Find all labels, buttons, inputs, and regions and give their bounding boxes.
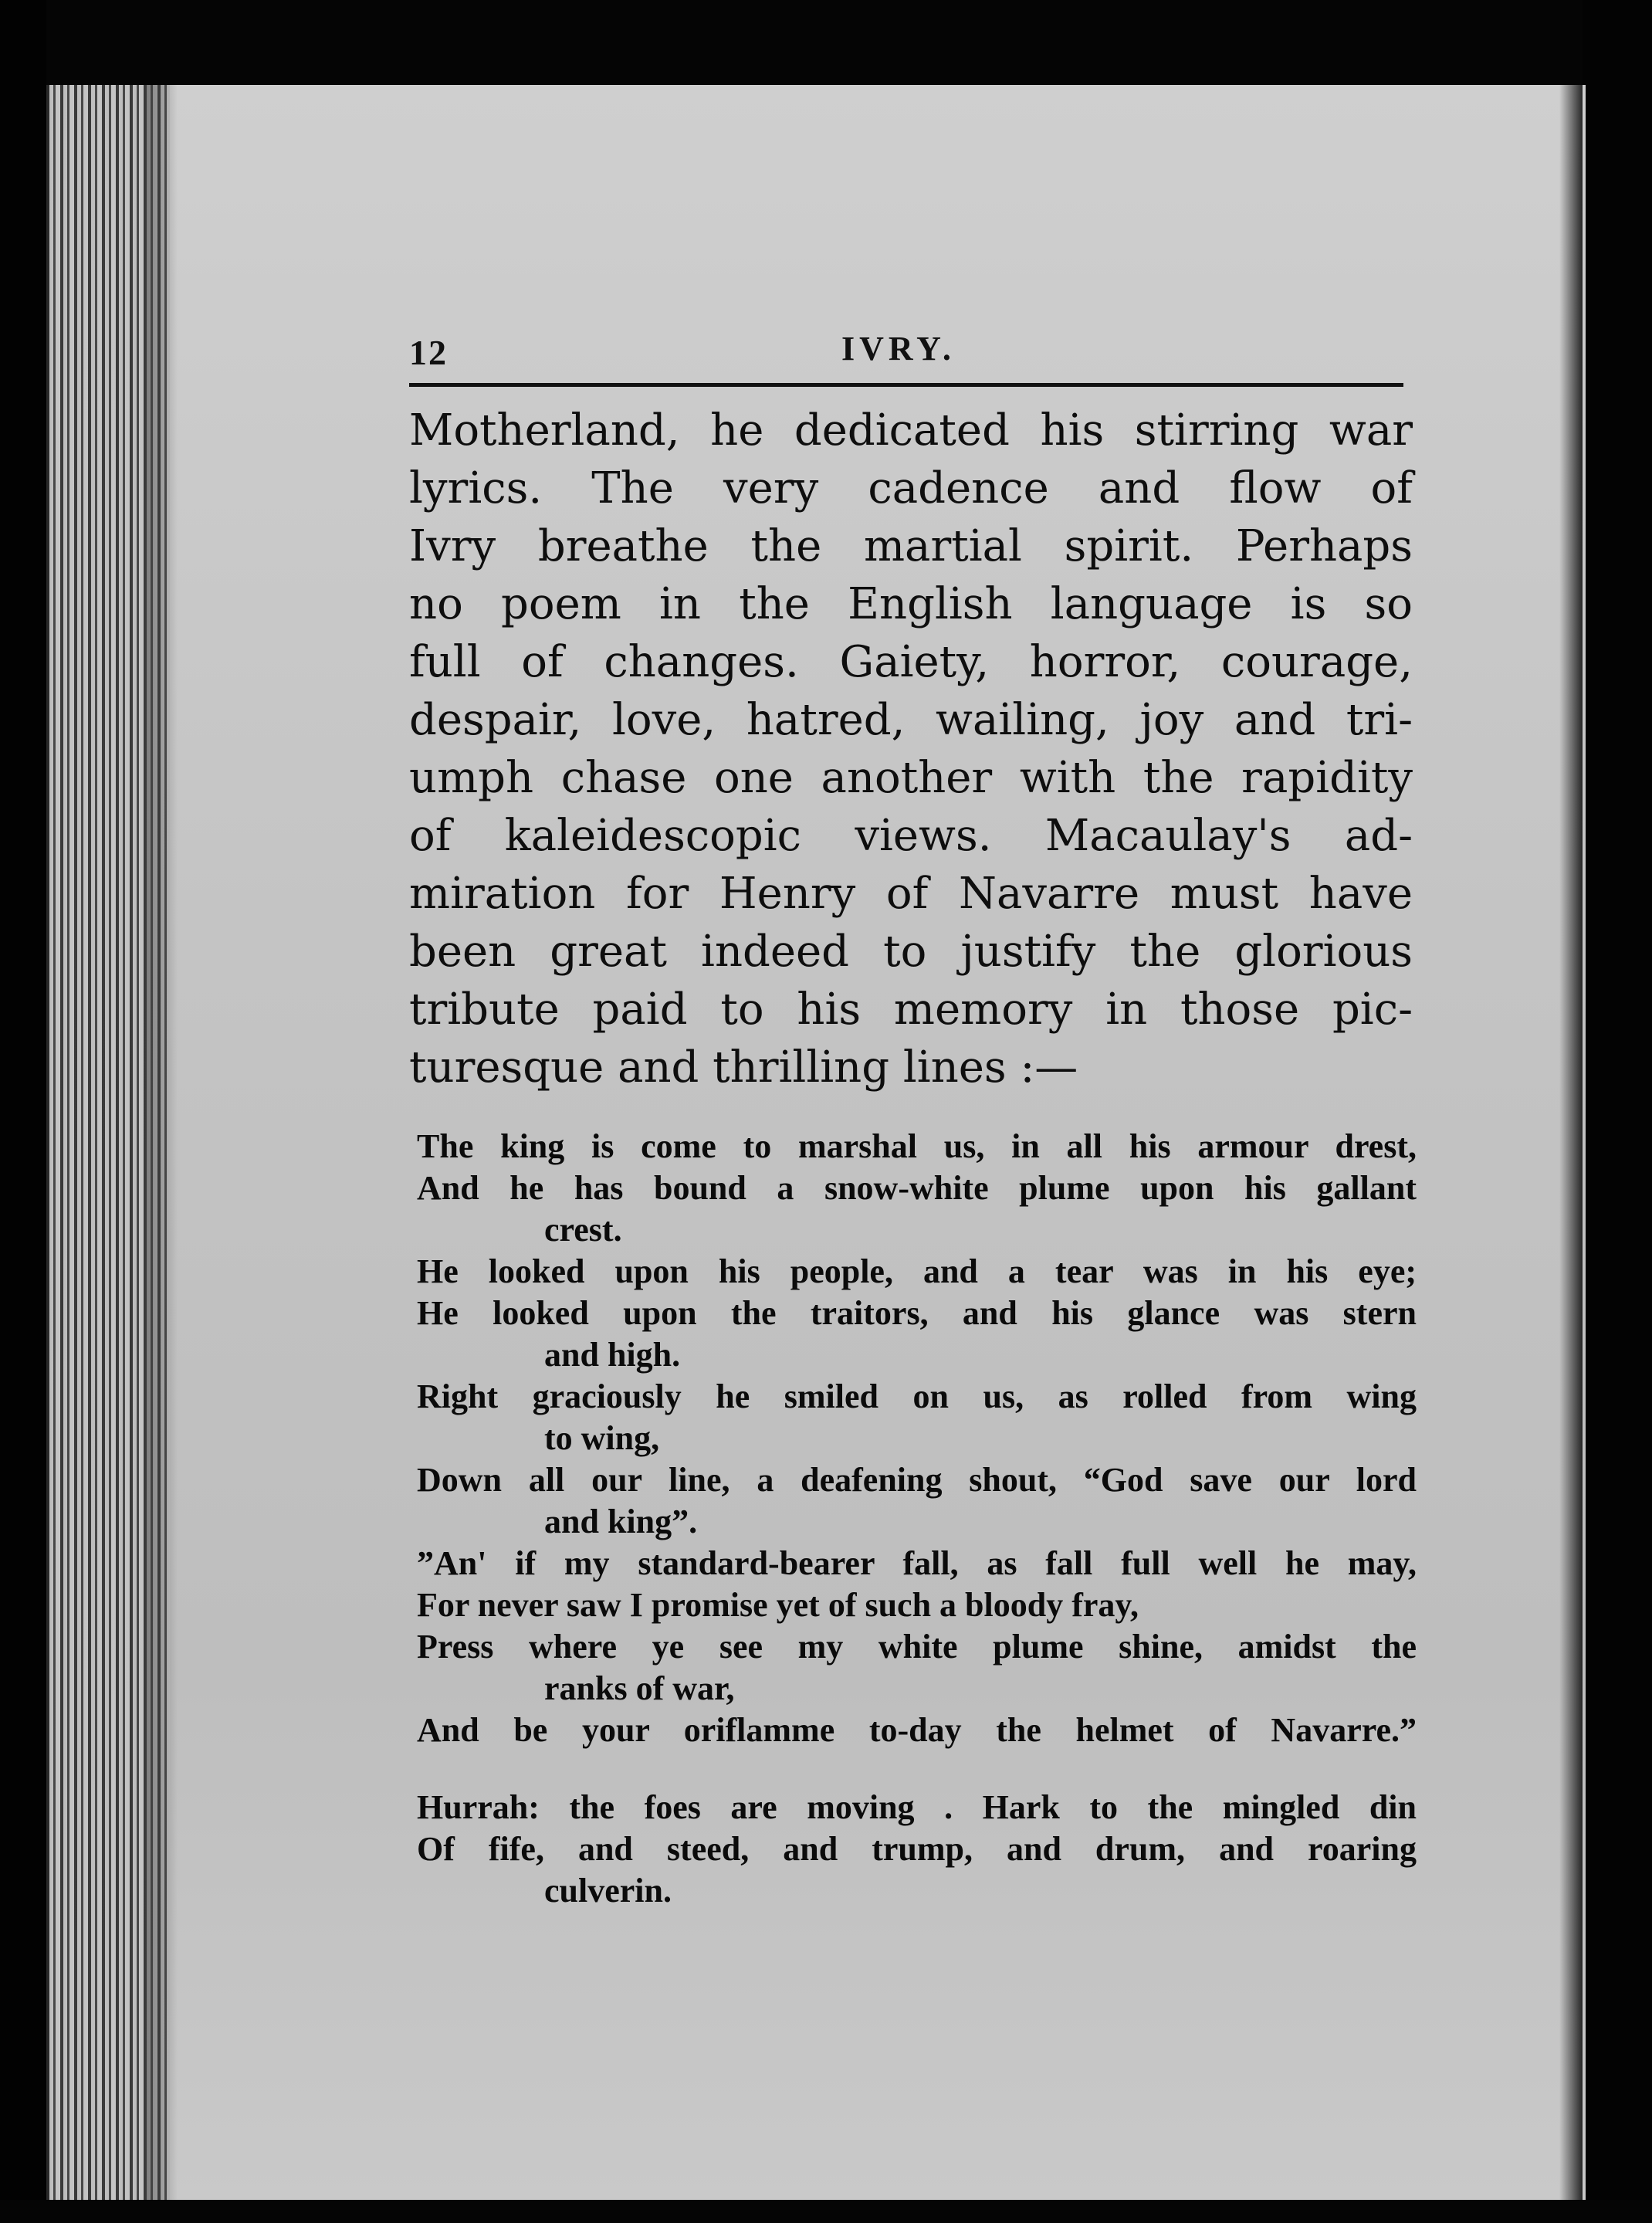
verse-line: Hurrah: the foes are moving . Hark to the mingled din xyxy=(417,1788,1417,1826)
verse-line: ”An' if my standard-bearer fall, as fall full well he may, xyxy=(417,1544,1417,1582)
scan-border-left xyxy=(0,0,46,2223)
page-number: 12 xyxy=(409,333,448,372)
prose-line: umph chase one another with the rapidity xyxy=(409,753,1413,803)
stanza-gap xyxy=(417,1751,1420,1787)
verse-line: He looked upon the traitors, and his glance was stern xyxy=(417,1294,1417,1332)
verse-line: Down all our line, a deafening shout, “God save our lord xyxy=(417,1461,1417,1499)
verse-line: For never saw I promise yet of such a bloody fray, xyxy=(417,1586,1139,1624)
prose-line: miration for Henry of Navarre must have xyxy=(409,869,1413,919)
verse-line: Of fife, and steed, and trump, and drum, and roaring xyxy=(417,1830,1417,1868)
prose-line: lyrics. The very cadence and flow of xyxy=(409,463,1413,513)
verse-line: He looked upon his people, and a tear was in his eye; xyxy=(417,1252,1417,1290)
header-rule xyxy=(409,383,1403,387)
verse-line-continuation: ranks of war, xyxy=(544,1669,735,1707)
scan-border-right xyxy=(1583,0,1652,2223)
prose-line: full of changes. Gaiety, horror, courage, xyxy=(409,637,1413,687)
prose-line: of kaleidescopic views. Macaulay's ad- xyxy=(409,811,1413,861)
running-head xyxy=(409,332,1413,378)
prose-line: been great indeed to justify the glorious xyxy=(409,927,1413,977)
scan-border-bottom xyxy=(0,2200,1652,2223)
verse-line-continuation: to wing, xyxy=(544,1419,660,1457)
verse-line: The king is come to marshal us, in all his armour drest, xyxy=(417,1127,1417,1165)
prose-line: Motherland, he dedicated his stirring war xyxy=(409,405,1413,456)
verse-line-continuation: and king”. xyxy=(544,1503,698,1540)
verse-line: And he has bound a snow-white plume upon his gallant xyxy=(417,1169,1417,1207)
verse-line: Press where ye see my white plume shine, amidst the xyxy=(417,1628,1417,1666)
verse-line: And be your oriflamme to-day the helmet of Navarre.” xyxy=(417,1711,1417,1749)
page-right-shadow xyxy=(1559,85,1583,2200)
prose-line: turesque and thrilling lines :— xyxy=(409,1042,1078,1093)
scan-border-top xyxy=(0,0,1652,85)
running-title: IVRY. xyxy=(841,330,956,368)
verse-line-continuation: crest. xyxy=(544,1211,622,1249)
verse-line-continuation: and high. xyxy=(544,1336,681,1374)
prose-paragraph xyxy=(409,402,1413,1096)
verse-line-continuation: culverin. xyxy=(544,1872,672,1910)
prose-line: tribute paid to his memory in those pic- xyxy=(409,984,1413,1035)
prose-line: despair, love, hatred, wailing, joy and tri- xyxy=(409,695,1413,745)
verse-line: Right graciously he smiled on us, as rolled from wing xyxy=(417,1378,1417,1415)
prose-line: no poem in the English language is so xyxy=(409,579,1413,629)
page-gutter-shadow xyxy=(147,85,178,2200)
poem-excerpt xyxy=(417,1126,1420,1912)
prose-line: Ivry breathe the martial spirit. Perhaps xyxy=(409,521,1413,571)
